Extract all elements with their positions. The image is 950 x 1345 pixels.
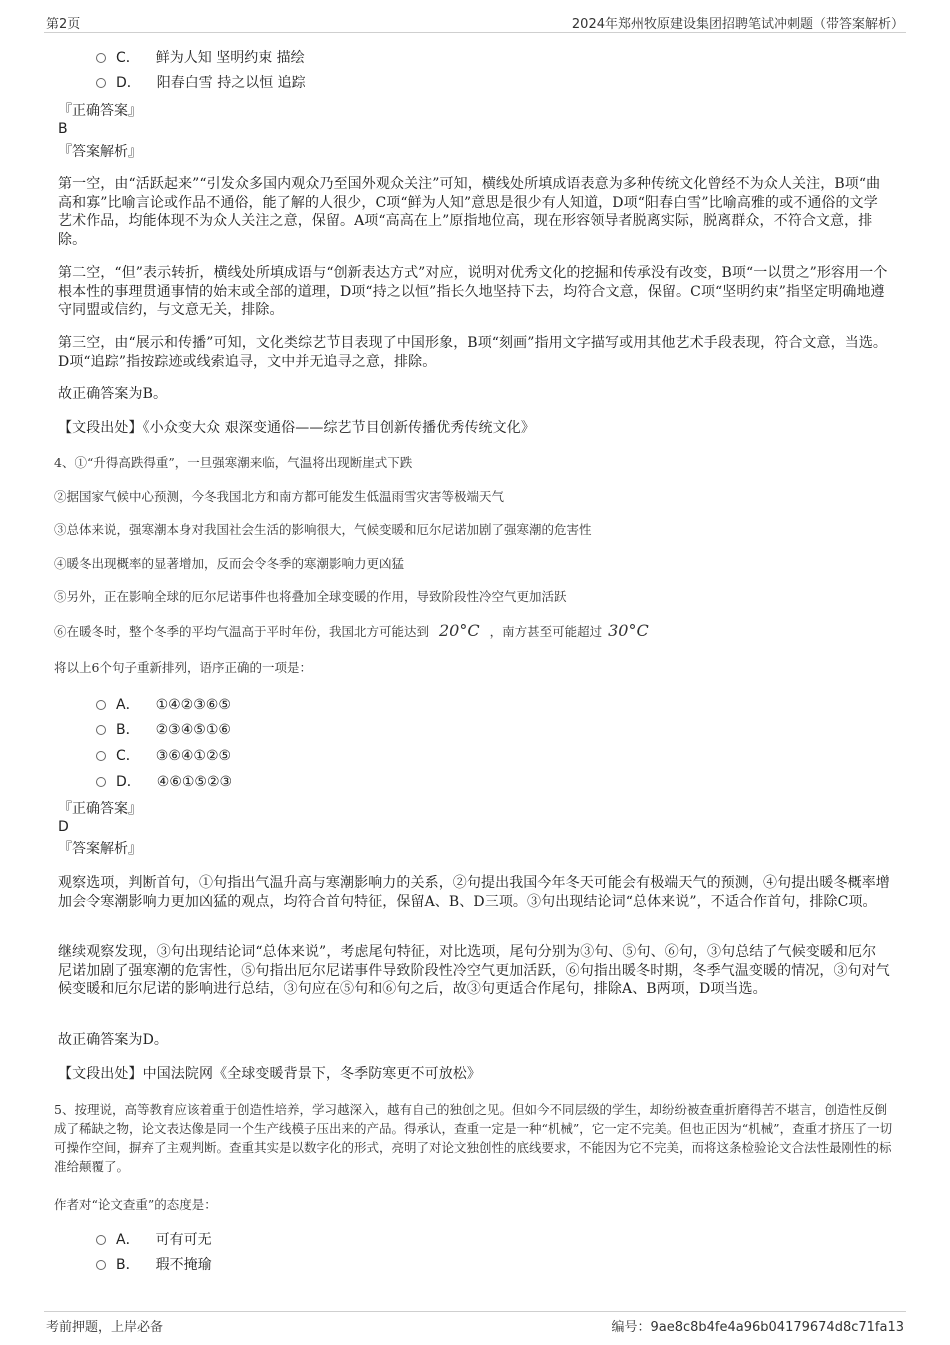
- q4-option-a[interactable]: A． ①④②③⑥⑤: [96, 696, 231, 714]
- q4-answer-heading: 『正确答案』: [58, 801, 142, 817]
- q4-option-d[interactable]: D． ④⑥①⑤②③: [96, 773, 232, 791]
- radio-icon[interactable]: [96, 777, 106, 787]
- q4-analysis-paragraph-2: 继续观察发现，③句出现结论词“总体来说”，考虑尾句特征，对比选项，尾句分别为③句、⑤句、⑥句，③句总结了气候变暖和厄尔尼诺加剧了强寒潮的危害性，⑤句指出厄尔尼诺事件导致阶段性冷空气更加活跃，⑥句指出暖冬时期，冬季气温变暖的情况，③句对气候变暖和厄尔尼诺的影响进行总结，③句应在⑤句和⑥句之后，故③句更适合作尾句，排除A、B两项，D项当选。: [58, 944, 890, 997]
- document-code: 编号：9ae8c8b4fe4a96b04179674d8c71fa13: [611, 1320, 904, 1335]
- page-number: 第2页: [46, 17, 81, 32]
- radio-icon[interactable]: [96, 53, 106, 63]
- q3-answer-heading: 『正确答案』: [58, 103, 142, 119]
- q4-sentence-1: 4、①“升得高跌得重”，一旦强寒潮来临，气温将出现断崖式下跌: [54, 455, 413, 470]
- q5-stem: 5、按理说，高等教育应该着重于创造性培养，学习越深入，越有自己的独创之见。但如今不同层级的学生，却纷纷被查重折磨得苦不堪言，创造性反倒成了稀缺之物，论文表达像是同一个生产线模子压出来的产品。得承认，查重一定是一种“机械”，它一定不完美。但也正因为“机械”，查重才挤压了一切可操作空间，摒弃了主观判断。查重其实是以数字化的形式，亮明了对论文独创性的底线要求，不能因为它不完美，而将这条检验论文合法性最刚性的标准给颠覆了。: [54, 1102, 893, 1174]
- q3-conclusion: 故正确答案为B。: [58, 386, 168, 402]
- q4-sentence-5: ⑤另外，正在影响全球的厄尔尼诺事件也将叠加全球变暖的作用，导致阶段性冷空气更加活跃: [54, 589, 567, 604]
- radio-icon[interactable]: [96, 78, 106, 88]
- document-title: 2024年郑州牧原建设集团招聘笔试冲刺题（带答案解析）: [571, 17, 904, 32]
- q3-analysis-paragraph-2: 第二空，“但”表示转折，横线处所填成语与“创新表达方式”对应，说明对优秀文化的挖掘和传承没有改变，B项“一以贯之”形容用一个根本性的事理贯通事情的始末或全部的道理，D项“持之以恒”指长久地坚持下去，均符合文意，保留。C项“坚明约束”指坚定明确地遵守同盟或信约，与文意无关，排除。: [58, 265, 888, 318]
- q4-prompt: 将以上6个句子重新排列，语序正确的一项是：: [54, 660, 312, 675]
- q5-option-a[interactable]: A． 可有可无: [96, 1231, 212, 1249]
- q3-answer: B: [58, 121, 68, 137]
- radio-icon[interactable]: [96, 751, 106, 761]
- q4-answer: D: [58, 819, 69, 835]
- page-header: [44, 10, 906, 33]
- q4-sentence-4: ④暖冬出现概率的显著增加，反而会令冬季的寒潮影响力更凶猛: [54, 556, 405, 571]
- q4-sentence-3: ③总体来说，强寒潮本身对我国社会生活的影响很大，气候变暖和厄尔尼诺加剧了强寒潮的危害性: [54, 522, 592, 537]
- q3-source: 【文段出处】《小众变大众 艰深变通俗——综艺节目创新传播优秀传统文化》: [58, 420, 535, 436]
- radio-icon[interactable]: [96, 700, 106, 710]
- q3-option-c[interactable]: C． 鲜为人知 坚明约束 描绘: [96, 49, 305, 67]
- q3-analysis-paragraph-3: 第三空，由“展示和传播”可知，文化类综艺节目表现了中国形象，B项“刻画”指用文字描写或用其他艺术手段表现，符合文意，当选。D项“追踪”指按踪迹或线索追寻，文中并无追寻之意，排除。: [58, 335, 888, 370]
- q4-source: 【文段出处】中国法院网《全球变暖背景下，冬季防寒更不可放松》: [58, 1066, 481, 1082]
- radio-icon[interactable]: [96, 1235, 106, 1245]
- q3-analysis-heading: 『答案解析』: [58, 144, 142, 160]
- q3-analysis-paragraph-1: 第一空，由“活跃起来”“引发众多国内观众乃至国外观众关注”可知，横线处所填成语表意为多种传统文化曾经不为众人关注，B项“曲高和寡”比喻言论或作品不通俗，能了解的人很少，C项“鲜为人知”意思是很少有人知道，D项“阳春白雪”比喻高雅的或不通俗的文学艺术作品，均能体现不为众人关注之意，保留。A项“高高在上”原指地位高，现在形容领导者脱离实际，脱离群众，不符合文意，排除。: [58, 176, 881, 248]
- q3-option-d[interactable]: D． 阳春白雪 持之以恒 追踪: [96, 74, 306, 92]
- page-footer: [44, 1311, 906, 1338]
- q4-option-b[interactable]: B． ②③④⑤①⑥: [96, 721, 231, 739]
- q4-option-c[interactable]: C． ③⑥④①②⑤: [96, 747, 231, 765]
- temperature-south: 30°C: [608, 621, 649, 640]
- radio-icon[interactable]: [96, 725, 106, 735]
- temperature-north: 20°C: [439, 621, 480, 640]
- q4-analysis-paragraph-1: 观察选项，判断首句，①句指出气温升高与寒潮影响力的关系，②句提出我国今年冬天可能会有极端天气的预测，④句提出暖冬概率增加会令寒潮影响力更加凶猛的观点，均符合首句特征，保留A、B、D三项。③句出现结论词“总体来说”，不适合作首句，排除C项。: [58, 875, 890, 910]
- radio-icon[interactable]: [96, 1260, 106, 1270]
- footer-slogan: 考前押题，上岸必备: [46, 1320, 164, 1335]
- q4-sentence-6: ⑥在暖冬时，整个冬季的平均气温高于平时年份，我国北方可能达到 20°C ，南方甚至可能超过 30°C: [54, 621, 649, 640]
- q5-prompt: 作者对“论文查重”的态度是：: [54, 1197, 217, 1212]
- q4-analysis-heading: 『答案解析』: [58, 841, 142, 857]
- q4-conclusion: 故正确答案为D。: [58, 1032, 169, 1048]
- q4-sentence-2: ②据国家气候中心预测，今冬我国北方和南方都可能发生低温雨雪灾害等极端天气: [54, 489, 505, 504]
- q5-option-b[interactable]: B． 瑕不掩瑜: [96, 1256, 212, 1274]
